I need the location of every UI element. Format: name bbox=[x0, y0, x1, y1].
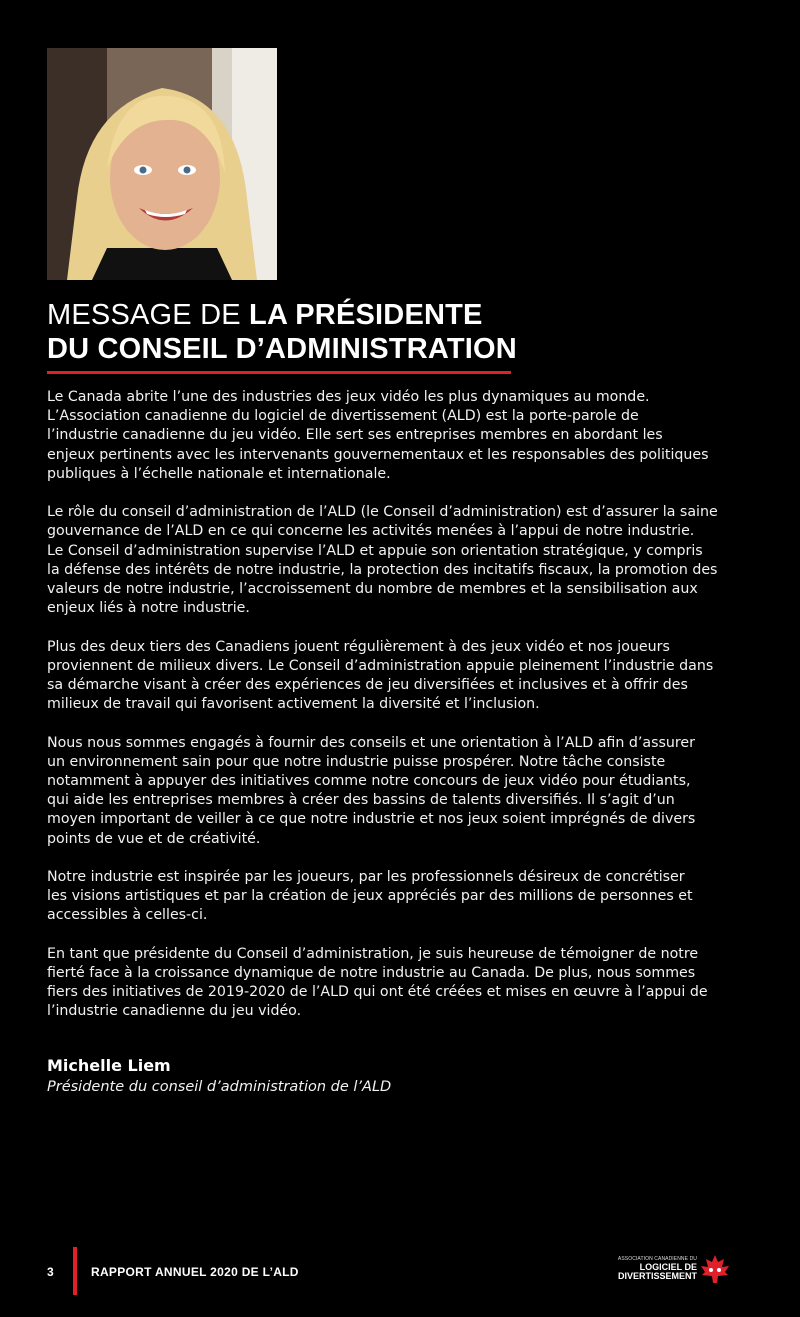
logo-line-3: DIVERTISSEMENT bbox=[617, 1271, 697, 1281]
maple-leaf-icon bbox=[700, 1254, 730, 1284]
paragraph: En tant que présidente du Conseil d’administration, je suis heureuse de témoigner de notre fierté face à la croissance dynamique de notre industrie au Canada. De plus, nous sommes fiers des initiatives de 2019-2020 de l’ALD qui ont été créées et mises en œuvre à l’appui de l’industrie canadienne du jeu vidéo. bbox=[47, 945, 708, 1020]
paragraph: Plus des deux tiers des Canadiens jouent régulièrement à des jeux vidéo et nos joueurs proviennent de milieux divers. Le Conseil d’administration appuie pleinement l’industrie dans sa démarche visant à créer des expériences de jeu diversifiées et inclusives et à offrir des milieux de travail qui favorisent activement la diversité et l’inclusion. bbox=[47, 638, 714, 713]
message-body bbox=[47, 388, 762, 1041]
paragraph: Le rôle du conseil d’administration de l’ALD (le Conseil d’administration) est d’assurer la saine gouvernance de l’ALD en ce qui concerne les activités menées à l’appui de notre industrie. Le Conseil d’administration supervise l’ALD et appuie son orientation stratégique, y compris la défense des intérêts de notre industrie, la protection des incitatifs fiscaux, la promotion des valeurs de notre industrie, l’accroissement du nombre de membres et la sensibilisation aux enjeux liés à notre industrie. bbox=[47, 504, 718, 617]
title-light-part: MESSAGE DE bbox=[47, 299, 250, 331]
paragraph: Nous nous sommes engagés à fournir des conseils et une orientation à l’ALD afin d’assurer un environnement sain pour que notre industrie puisse prospérer. Notre tâche consiste notamment à appuyer des initiatives comme notre concours de jeux vidéo pour étudiants, qui aide les entreprises membres à créer des bassins de talents diversifiés. Il s’agit d’un moyen important de veiller à ce que notre industrie et nos jeux soient imprégnés de divers points de vue et de créativité. bbox=[47, 734, 696, 847]
paragraph: Notre industrie est inspirée par les joueurs, par les professionnels désireux de concrétiser les visions artistiques et par la création de jeux appréciés par des millions de personnes et accessibles à celles-ci. bbox=[47, 869, 693, 924]
footer-divider bbox=[73, 1247, 77, 1295]
page-title bbox=[47, 298, 517, 366]
title-underline bbox=[47, 371, 511, 374]
report-title: RAPPORT ANNUEL 2020 DE L’ALD bbox=[91, 1265, 299, 1279]
logo-line-2: LOGICIEL DE bbox=[639, 1262, 697, 1272]
signature-role: Présidente du conseil d’administration de l’ALD bbox=[47, 1079, 392, 1095]
logo-line-1: ASSOCIATION CANADIENNE DU bbox=[617, 1256, 697, 1262]
title-bold-part: LA PRÉSIDENTE bbox=[249, 299, 483, 331]
portrait-image bbox=[47, 48, 277, 280]
signature-name: Michelle Liem bbox=[47, 1056, 171, 1075]
title-second-line: DU CONSEIL D’ADMINISTRATION bbox=[47, 333, 517, 365]
ald-logo bbox=[605, 1254, 730, 1288]
page-number: 3 bbox=[47, 1265, 54, 1279]
president-portrait-photo bbox=[47, 48, 277, 280]
paragraph: Le Canada abrite l’une des industries des jeux vidéo les plus dynamiques au monde. L’Association canadienne du logiciel de divertissement (ALD) est la porte-parole de l’industrie canadienne du jeu vidéo. Elle sert ses entreprises membres en abordant les enjeux pertinents avec les intervenants gouvernementaux et les responsables des politiques publiques à l’échelle nationale et internationale. bbox=[47, 389, 709, 482]
